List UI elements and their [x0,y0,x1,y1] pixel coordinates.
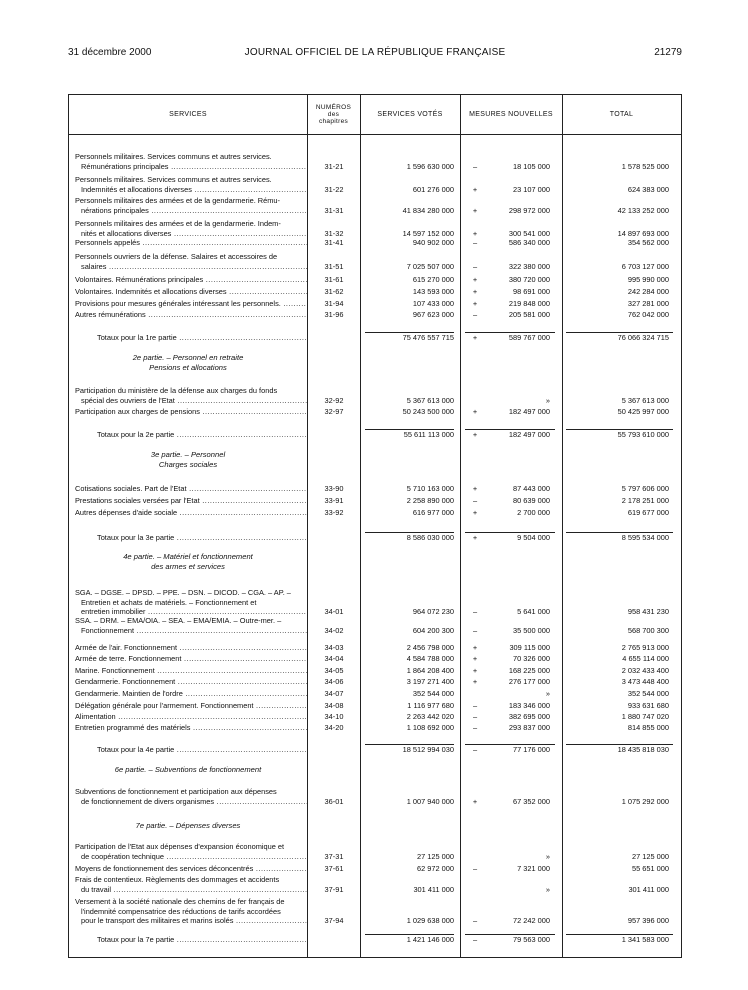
total-amount: 1 341 583 000 [621,935,669,944]
total-amount: 995 990 000 [627,275,669,284]
chapter-number: 33-92 [324,508,344,517]
row-label-line: Indemnités et allocations diverses ..... [75,185,307,195]
row-label [75,935,307,945]
row-label [75,407,307,417]
chapters-header-line: NUMÉROS [315,104,352,111]
new-measures-amount: 35 500 000 [513,625,550,635]
row-label-line: Personnels militaires. Services communs et autres services. [75,152,272,161]
column-header-voted: SERVICES VOTÉS [377,110,443,118]
row-label-line: Totaux pour la 1re partie ..... [75,333,307,343]
change-sign: + [472,654,478,663]
row-label-line: Subventions de fonctionnement et participation aux dépenses [75,787,277,796]
column-header-services: SERVICES [169,110,207,118]
change-sign: + [472,533,478,542]
new-measures-amount: 205 581 000 [508,310,550,319]
chapter-number: 31-61 [324,275,344,284]
total-amount: 1 578 525 000 [621,161,669,171]
chapter-number: 34-08 [324,701,344,710]
voted-amount: 352 544 000 [412,689,454,698]
voted-amount: 107 433 000 [412,299,454,308]
voted-amount: 55 611 113 000 [403,430,454,439]
voted-amount: 41 834 280 000 [402,205,454,215]
row-label [75,496,307,506]
total-amount: 42 133 252 000 [617,205,669,215]
row-label [75,333,307,343]
change-sign: + [472,484,478,493]
row-label [75,875,307,894]
new-measures-amount: 70 326 000 [513,654,550,663]
total-rule [566,532,673,533]
row-label [75,666,307,676]
change-sign: – [472,238,478,247]
row-label-line: spécial des ouvriers de l'Etat ..... [75,396,307,406]
journal-title: JOURNAL OFFICIEL DE LA RÉPUBLIQUE FRANÇAISE [244,47,506,58]
chapter-number: 31-21 [324,161,344,171]
row-label-line: Provisions pour mesures générales intéressant les personnels. ..... [75,299,307,309]
voted-amount: 1 421 146 000 [406,935,454,944]
row-label [75,430,307,440]
row-label-line: Armée de l'air. Fonctionnement ..... [75,643,307,653]
total-amount: 568 700 300 [627,625,669,635]
voted-amount: 940 902 000 [412,238,454,247]
chapter-number: 31-41 [324,238,344,247]
section-heading [69,821,307,831]
total-rule [566,744,673,745]
new-measures-amount: 382 695 000 [508,712,550,721]
voted-amount: 62 972 000 [417,864,454,873]
new-measures-amount: » [545,395,550,405]
new-measures-amount: 182 497 000 [508,407,550,416]
voted-amount: 143 593 000 [412,287,454,296]
total-amount: 242 284 000 [627,287,669,296]
row-label-line: Personnels appelés ..... [75,238,307,248]
row-label-line: Prestations sociales versées par l'Etat ..... [75,496,307,506]
row-label [75,654,307,664]
row-label-line: Cotisations sociales. Part de l'Etat ..... [75,484,307,494]
voted-amount: 5 710 163 000 [406,484,454,493]
row-label-line: Volontaires. Indemnités et allocations diverses ..... [75,287,307,297]
section-heading-line: 7e partie. – Dépenses diverses [135,821,241,830]
chapter-number: 31-31 [324,205,344,215]
total-amount: 933 631 680 [627,701,669,710]
chapter-number: 34-01 [324,607,344,617]
voted-amount: 1 029 638 000 [406,916,454,926]
change-sign: + [472,287,478,296]
row-label [75,689,307,699]
chapter-number: 31-32 [324,228,344,238]
chapter-number: 34-05 [324,666,344,675]
section-heading-line: des armes et services [151,561,225,571]
row-label [75,287,307,297]
total-rule [365,532,454,533]
row-label [75,842,307,861]
change-sign: – [472,625,478,635]
total-rule [465,532,555,533]
row-label-line: du travail ..... [75,885,307,895]
change-sign: – [472,745,478,754]
voted-amount: 2 258 890 000 [406,496,454,505]
voted-amount: 1 864 208 400 [406,666,454,675]
voted-amount: 1 116 977 680 [407,701,454,710]
section-heading [69,450,307,469]
change-sign: – [472,701,478,710]
row-label-line: Gendarmerie. Maintien de l'ordre ..... [75,689,307,699]
voted-amount: 27 125 000 [417,851,454,861]
section-heading-line: 4e partie. – Matériel et fonctionnement [123,552,253,561]
total-amount: 50 425 997 000 [617,407,669,416]
total-rule [365,744,454,745]
total-amount: 1 075 292 000 [621,796,669,806]
row-label [75,175,307,194]
row-label-line: Entretien programmé des matériels ..... [75,723,307,733]
voted-amount: 616 977 000 [412,508,454,517]
new-measures-amount: 276 177 000 [508,677,550,686]
row-label-line: Personnels militaires. Services communs et autres services. [75,175,272,184]
section-heading [69,765,307,775]
new-measures-amount: 72 242 000 [513,916,550,926]
new-measures-amount: » [545,851,550,861]
budget-table [68,94,682,958]
total-rule [465,934,555,935]
header-date: 31 décembre 2000 [68,47,152,58]
row-label [75,252,307,271]
chapters-header-line: des [327,111,340,118]
row-label-line: Moyens de fonctionnement des services déconcentrés ..... [75,864,307,874]
chapter-number: 36-01 [324,796,344,806]
new-measures-amount: 380 720 000 [508,275,550,284]
voted-amount: 2 456 798 000 [406,643,454,652]
new-measures-amount: 98 691 000 [513,287,550,296]
new-measures-amount: 298 972 000 [508,205,550,215]
total-rule [566,332,673,333]
row-label-line: Totaux pour la 4e partie ..... [75,745,307,755]
new-measures-amount: » [545,689,550,698]
new-measures-amount: 87 443 000 [513,484,550,493]
voted-amount: 1 007 940 000 [406,796,454,806]
row-label-line: Totaux pour la 3e partie ..... [75,533,307,543]
row-label [75,386,307,405]
change-sign: – [472,916,478,926]
total-amount: 354 562 000 [627,238,669,247]
new-measures-amount: 77 176 000 [513,745,550,754]
total-amount: 76 066 324 715 [617,333,669,342]
total-amount: 762 042 000 [627,310,669,319]
chapter-number: 34-20 [324,723,344,732]
row-label-line: Autres dépenses d'aide sociale ..... [75,508,307,518]
page-header [68,47,682,61]
change-sign: + [472,643,478,652]
row-label [75,484,307,494]
total-rule [465,744,555,745]
row-label-line: Participation de l'Etat aux dépenses d'expansion économique et [75,842,285,851]
chapter-number: 31-51 [324,261,344,271]
total-amount: 958 431 230 [627,607,669,617]
change-sign: + [472,677,478,686]
section-heading-line: Charges sociales [158,459,218,469]
voted-amount: 3 197 271 400 [406,677,454,686]
change-sign: + [472,796,478,806]
total-amount: 14 897 693 000 [617,228,669,238]
row-label-line: Personnels militaires des armées et de la gendarmerie. Rému- [75,196,280,205]
row-label-line: entretien immobilier ..... [75,607,307,617]
total-amount: 55 651 000 [632,864,669,873]
new-measures-amount: 309 115 000 [509,643,550,652]
voted-amount: 14 597 152 000 [402,228,454,238]
column-header-chapters [307,95,360,134]
column-header-new-measures: MESURES NOUVELLES [469,110,553,118]
voted-amount: 604 200 300 [412,625,454,635]
new-measures-amount: 293 837 000 [508,723,550,732]
total-amount: 624 383 000 [627,184,669,194]
voted-amount: 50 243 500 000 [402,407,454,416]
change-sign: – [472,864,478,873]
change-sign: + [472,333,478,342]
change-sign: + [472,275,478,284]
change-sign: + [472,666,478,675]
voted-amount: 615 270 000 [412,275,454,284]
row-label [75,275,307,285]
row-label-line: Entretien et achats de matériels. – Fonctionnement et [81,597,257,607]
page-number: 21279 [654,47,682,58]
row-label-line: Volontaires. Rémunérations principales ..... [75,275,307,285]
new-measures-amount: 5 641 000 [517,607,550,617]
row-label-line: de coopération technique ..... [75,852,307,862]
row-label-line: nités et allocations diverses ..... [75,229,307,239]
new-measures-amount: 183 346 000 [508,701,550,710]
row-label-line: Alimentation ..... [75,712,307,722]
new-measures-amount: 67 352 000 [513,796,550,806]
change-sign: – [472,261,478,271]
total-rule [365,332,454,333]
section-heading-line: 3e partie. – Personnel [150,450,226,459]
chapter-number: 37-61 [324,864,344,873]
new-measures-amount: 18 105 000 [513,161,550,171]
change-sign: – [472,935,478,944]
voted-amount: 8 586 030 000 [406,533,454,542]
row-label-line: nérations principales ..... [75,206,307,216]
chapter-number: 32-97 [324,407,344,416]
row-label [75,616,307,635]
new-measures-amount: 322 380 000 [508,261,550,271]
total-amount: 2 178 251 000 [621,496,669,505]
row-label-line: Armée de terre. Fonctionnement ..... [75,654,307,664]
change-sign: + [472,430,478,439]
total-amount: 301 411 000 [628,884,669,894]
voted-amount: 601 276 000 [412,184,454,194]
column-divider [307,95,308,957]
row-label-line: SSA. – DRM. – EMA/OIA. – SEA. – EMA/EMIA. – Outre-mer. – [75,616,282,625]
total-amount: 2 032 433 400 [621,666,669,675]
chapter-number: 31-22 [324,184,344,194]
row-label [75,238,307,248]
column-divider [360,95,361,957]
total-amount: 55 793 610 000 [617,430,669,439]
row-label [75,787,307,806]
row-label-line: de fonctionnement de divers organismes ..... [75,797,307,807]
row-label [75,864,307,874]
voted-amount: 967 623 000 [412,310,454,319]
row-label [75,712,307,722]
row-label-line: Marine. Fonctionnement ..... [75,666,307,676]
row-label [75,196,307,215]
new-measures-amount: 586 340 000 [508,238,550,247]
section-heading [69,552,307,571]
total-amount: 4 655 114 000 [622,654,669,663]
voted-amount: 301 411 000 [413,884,454,894]
change-sign: + [472,184,478,194]
total-rule [566,934,673,935]
chapter-number: 34-06 [324,677,344,686]
change-sign: + [472,205,478,215]
chapters-header-line: chapitres [318,118,349,125]
total-amount: 327 281 000 [627,299,669,308]
change-sign: – [472,161,478,171]
column-header-total: TOTAL [609,110,634,118]
row-label-line: Totaux pour la 7e partie ..... [75,935,307,945]
new-measures-amount: 300 541 000 [508,228,550,238]
row-label-line: Personnels militaires des armées et de la gendarmerie. Indem- [75,219,281,228]
total-amount: 352 544 000 [627,689,669,698]
total-amount: 5 797 606 000 [621,484,669,493]
chapter-number: 34-04 [324,654,344,663]
new-measures-amount: 79 563 000 [513,935,550,944]
chapter-number: 33-91 [324,496,344,505]
row-label-line: l'indemnité compensatrice des réductions de tarifs accordées [81,906,281,916]
new-measures-amount: 168 225 000 [508,666,550,675]
total-rule [465,332,555,333]
chapter-number: 31-62 [324,287,344,296]
row-label [75,533,307,543]
chapter-number: 34-07 [324,689,344,698]
row-label-line: Participation aux charges de pensions ..... [75,407,307,417]
voted-amount: 75 476 557 715 [402,333,454,342]
voted-amount: 4 584 788 000 [406,654,454,663]
total-amount: 8 595 534 000 [621,533,669,542]
total-amount: 814 855 000 [627,723,669,732]
row-label-line: Rémunérations principales ..... [75,162,307,172]
row-label-line: Personnels ouvriers de la défense. Salaires et accessoires de [75,252,278,261]
row-label-line: Délégation générale pour l'armement. Fonctionnement ..... [75,701,307,711]
row-label-line: Frais de contentieux. Règlements des dommages et accidents [75,875,280,884]
new-measures-amount: 23 107 000 [513,184,550,194]
chapter-number: 33-90 [324,484,344,493]
row-label [75,588,307,617]
row-label-line: SGA. – DGSE. – DPSD. – PPE. – DSN. – DICOD. – CGA. – AP. – [75,588,291,597]
section-heading-line: 2e partie. – Personnel en retraite [132,353,244,362]
column-divider [460,95,461,957]
change-sign: + [472,508,478,517]
total-amount: 18 435 818 030 [617,745,669,754]
row-label-line: Totaux pour la 2e partie ..... [75,430,307,440]
voted-amount: 7 025 507 000 [406,261,454,271]
chapter-number: 32-92 [324,395,344,405]
voted-amount: 1 596 630 000 [406,161,454,171]
chapter-number: 31-96 [324,310,344,319]
row-label [75,310,307,320]
chapter-number: 37-91 [324,884,344,894]
voted-amount: 2 263 442 020 [406,712,454,721]
row-label-line: Fonctionnement ..... [75,626,307,636]
total-amount: 1 880 747 020 [621,712,669,721]
section-heading-line: 6e partie. – Subventions de fonctionnement [114,765,262,774]
row-label [75,219,307,238]
chapter-number: 37-31 [324,851,344,861]
chapter-number: 31-94 [324,299,344,308]
voted-amount: 18 512 994 030 [402,745,454,754]
total-amount: 619 677 000 [627,508,669,517]
change-sign: + [472,299,478,308]
total-rule [566,429,673,430]
header-divider [69,134,681,135]
new-measures-amount: 80 639 000 [513,496,550,505]
row-label [75,701,307,711]
chapter-number: 34-03 [324,643,344,652]
row-label [75,299,307,309]
change-sign: + [472,407,478,416]
new-measures-amount: 2 700 000 [517,508,550,517]
total-amount: 6 703 127 000 [621,261,669,271]
row-label-line: Participation du ministère de la défense aux charges du fonds [75,386,278,395]
row-label [75,723,307,733]
section-heading [69,353,307,372]
chapter-number: 34-10 [324,712,344,721]
row-label [75,508,307,518]
total-rule [365,429,454,430]
new-measures-amount: 9 504 000 [517,533,550,542]
new-measures-amount: » [545,884,550,894]
total-amount: 957 396 000 [627,916,669,926]
total-rule [365,934,454,935]
change-sign: – [472,723,478,732]
voted-amount: 5 367 613 000 [406,395,454,405]
row-label [75,152,307,171]
new-measures-amount: 219 848 000 [508,299,550,308]
change-sign: – [472,712,478,721]
change-sign: – [472,607,478,617]
column-divider [562,95,563,957]
row-label [75,897,307,926]
new-measures-amount: 182 497 000 [508,430,550,439]
change-sign: – [472,310,478,319]
total-amount: 27 125 000 [632,851,669,861]
total-amount: 2 765 913 000 [621,643,669,652]
total-amount: 3 473 448 400 [621,677,669,686]
chapter-number: 34-02 [324,625,344,635]
new-measures-amount: 7 321 000 [517,864,550,873]
new-measures-amount: 589 767 000 [508,333,550,342]
change-sign: – [472,496,478,505]
row-label-line: pour le transport des militaires et marins isolés ..... [75,916,307,926]
section-heading-line: Pensions et allocations [149,362,227,372]
voted-amount: 1 108 692 000 [406,723,454,732]
row-label [75,745,307,755]
row-label [75,677,307,687]
row-label-line: Autres rémunérations ..... [75,310,307,320]
total-rule [465,429,555,430]
chapter-number: 37-94 [324,916,344,926]
voted-amount: 964 072 230 [412,607,454,617]
row-label-line: salaires ..... [75,262,307,272]
row-label [75,643,307,653]
total-amount: 5 367 613 000 [621,395,669,405]
change-sign: + [472,228,478,238]
row-label-line: Gendarmerie. Fonctionnement ..... [75,677,307,687]
row-label-line: Versement à la société nationale des chemins de fer français de [75,897,285,906]
